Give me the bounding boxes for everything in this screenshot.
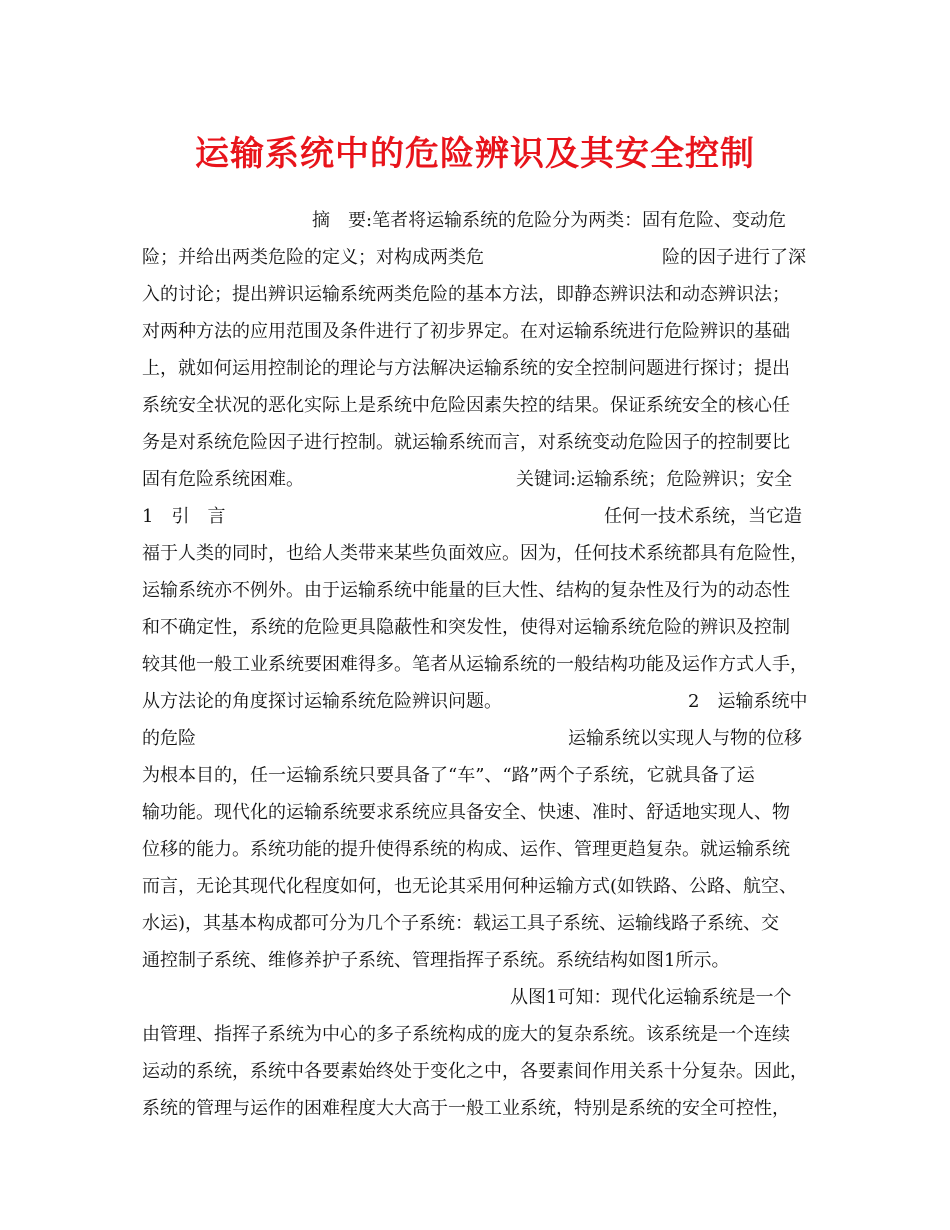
text-segment: 通控制子系统、维修养护子系统、管理指挥子系统。系统结构如图1所示。 xyxy=(142,950,730,971)
text-segment: 为根本目的，任一运输系统只要具备了“车”、“路”两个子系统，它就具备了运 xyxy=(142,765,755,786)
text-line xyxy=(142,761,832,791)
text-line xyxy=(142,1094,832,1124)
text-segment: 水运)，其基本构成都可分为几个子系统：载运工具子系统、运输线路子系统、交 xyxy=(142,913,780,934)
text-line xyxy=(142,872,832,902)
text-line xyxy=(142,502,832,532)
text-segment: 险的因子进行了深 xyxy=(662,247,806,268)
text-line xyxy=(142,391,832,421)
text-line xyxy=(142,798,832,828)
text-segment: 2 运输系统中 xyxy=(688,691,808,712)
text-segment: 1 引 言 xyxy=(142,506,226,527)
text-line xyxy=(142,650,832,680)
text-segment: 位移的能力。系统功能的提升使得系统的构成、运作、管理更趋复杂。就运输系统 xyxy=(142,839,790,860)
text-segment: 运输系统以实现人与物的位移 xyxy=(568,728,802,749)
text-line xyxy=(142,539,832,569)
text-segment: 从图1可知：现代化运输系统是一个 xyxy=(510,987,792,1008)
text-segment: 入的讨论；提出辨识运输系统两类危险的基本方法，即静态辨识法和动态辨识法； xyxy=(142,284,790,305)
text-line xyxy=(142,946,832,976)
text-segment: 运输系统亦不例外。由于运输系统中能量的巨大性、结构的复杂性及行为的动态性 xyxy=(142,580,790,601)
text-line xyxy=(142,243,832,273)
text-segment: 和不确定性，系统的危险更具隐蔽性和突发性，使得对运输系统危险的辨识及控制 xyxy=(142,617,790,638)
text-line xyxy=(142,280,832,310)
text-line xyxy=(142,687,832,717)
text-line xyxy=(142,835,832,865)
text-segment: 较其他一般工业系统要困难得多。笔者从运输系统的一般结构功能及运作方式人手， xyxy=(142,654,808,675)
text-line xyxy=(142,1057,832,1087)
text-segment: 务是对系统危险因子进行控制。就运输系统而言，对系统变动危险因子的控制要比 xyxy=(142,432,790,453)
text-segment: 关键词:运输系统；危险辨识；安全 xyxy=(516,469,793,490)
text-line xyxy=(142,428,832,458)
text-segment: 任何一技术系统，当它造 xyxy=(604,506,802,527)
text-segment: 而言，无论其现代化程度如何，也无论其采用何种运输方式(如铁路、公路、航空、 xyxy=(142,876,798,897)
text-line xyxy=(142,613,832,643)
text-line xyxy=(142,724,832,754)
text-line xyxy=(142,465,832,495)
text-segment: 运动的系统，系统中各要素始终处于变化之中，各要素间作用关系十分复杂。因此， xyxy=(142,1061,808,1082)
text-segment: 由管理、指挥子系统为中心的多子系统构成的庞大的复杂系统。该系统是一个连续 xyxy=(142,1024,790,1045)
text-segment: 系统的管理与运作的困难程度大大高于一般工业系统，特别是系统的安全可控性， xyxy=(142,1098,790,1119)
text-segment: 上，就如何运用控制论的理论与方法解决运输系统的安全控制问题进行探讨；提出 xyxy=(142,358,790,379)
text-line xyxy=(142,576,832,606)
text-segment: 系统安全状况的恶化实际上是系统中危险因素失控的结果。保证系统安全的核心任 xyxy=(142,395,790,416)
text-segment: 摘 要:笔者将运输系统的危险分为两类：固有危险、变动危 xyxy=(312,210,787,231)
text-segment: 固有危险系统困难。 xyxy=(142,469,304,490)
text-segment: 险；并给出两类危险的定义；对构成两类危 xyxy=(142,247,484,268)
text-segment: 的危险 xyxy=(142,728,196,749)
text-line xyxy=(142,1020,832,1050)
text-line xyxy=(142,317,832,347)
text-segment: 输功能。现代化的运输系统要求系统应具备安全、快速、准时、舒适地实现人、物 xyxy=(142,802,790,823)
text-line xyxy=(142,354,832,384)
text-line xyxy=(142,909,832,939)
text-line xyxy=(142,983,832,1013)
document-title: 运输系统中的危险辨识及其安全控制 xyxy=(195,134,755,174)
text-segment: 对两种方法的应用范围及条件进行了初步界定。在对运输系统进行危险辨识的基础 xyxy=(142,321,790,342)
text-segment: 福于人类的同时，也给人类带来某些负面效应。因为，任何技术系统都具有危险性， xyxy=(142,543,808,564)
text-line xyxy=(142,206,832,236)
text-segment: 从方法论的角度探讨运输系统危险辨识问题。 xyxy=(142,691,502,712)
